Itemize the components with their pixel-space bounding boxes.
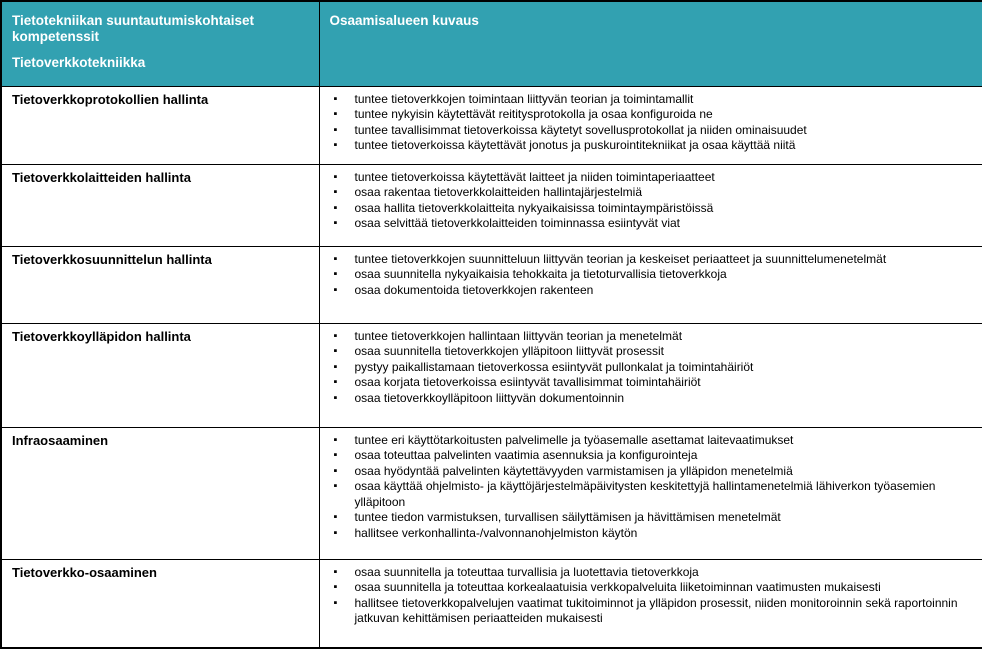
table-row	[1, 86, 982, 164]
bullet-item: ▪ osaa selvittää tietoverkkolaitteiden toiminnassa esiintyvät viat	[320, 216, 975, 232]
table-row	[1, 559, 982, 648]
competency-description-cell	[319, 164, 982, 246]
table-row	[1, 323, 982, 427]
competency-name-cell	[1, 559, 319, 648]
bullet-item: ▪ tuntee eri käyttötarkoitusten palvelimelle ja työasemalle asettamat laitevaatimukset	[320, 433, 975, 449]
bullet-item: ▪ osaa korjata tietoverkoissa esiintyvät tavallisimmat toimintahäiriöt	[320, 375, 975, 391]
bullet-list	[320, 329, 975, 407]
competency-name: Tietoverkkolaitteiden hallinta	[12, 169, 191, 185]
table-row	[1, 246, 982, 323]
bullet-item: ▪ osaa tietoverkkoylläpitoon liittyvän dokumentoinnin	[320, 391, 975, 407]
competency-description-cell	[319, 427, 982, 559]
header-description-label: Osaamisalueen kuvaus	[329, 13, 479, 28]
header-row	[1, 1, 982, 86]
competency-name: Tietoverkkosuunnittelun hallinta	[12, 251, 212, 267]
bullet-item: ▪ osaa hyödyntää palvelinten käytettävyyden varmistamisen ja ylläpidon menetelmiä	[320, 464, 975, 480]
competency-name-cell	[1, 427, 319, 559]
table-row	[1, 164, 982, 246]
competency-name-cell	[1, 86, 319, 164]
header-subtitle: Tietoverkkotekniikka	[12, 55, 146, 70]
bullet-item: ▪ tuntee tietoverkkojen suunnitteluun liittyvän teorian ja keskeiset periaatteet ja suunnittelumenetelmät	[320, 252, 975, 268]
competency-name: Tietoverkkoprotokollien hallinta	[12, 91, 209, 107]
competency-description-cell	[319, 559, 982, 648]
competency-description-cell	[319, 86, 982, 164]
bullet-list	[320, 92, 975, 154]
bullet-item: ▪ osaa rakentaa tietoverkkolaitteiden hallintajärjestelmiä	[320, 185, 975, 201]
bullet-item: ▪ tuntee tavallisimmat tietoverkoissa käytetyt sovellusprotokollat ja niiden ominaisuudet	[320, 123, 975, 139]
bullet-item: ▪ osaa hallita tietoverkkolaitteita nykyaikaisissa toimintaympäristöissä	[320, 201, 975, 217]
competency-name-cell	[1, 164, 319, 246]
competency-name: Infraosaaminen	[12, 432, 109, 448]
competency-name: Tietoverkko-osaaminen	[12, 564, 157, 580]
bullet-item: ▪ pystyy paikallistamaan tietoverkossa esiintyvät pullonkalat ja toimintahäiriöt	[320, 360, 975, 376]
competency-name: Tietoverkkoylläpidon hallinta	[12, 328, 191, 344]
header-title: Tietotekniikan suuntautumiskohtaiset kompetenssit	[12, 13, 255, 44]
bullet-list	[320, 252, 975, 299]
table-header-competencies	[1, 1, 319, 86]
table-row	[1, 427, 982, 559]
table-header-description	[319, 1, 982, 86]
bullet-item: ▪ tuntee tietoverkkojen hallintaan liittyvän teorian ja menetelmät	[320, 329, 975, 345]
competency-name-cell	[1, 323, 319, 427]
bullet-item: ▪ osaa suunnitella tietoverkkojen ylläpitoon liittyvät prosessit	[320, 344, 975, 360]
bullet-item: ▪ tuntee tietoverkoissa käytettävät laitteet ja niiden toimintaperiaatteet	[320, 170, 975, 186]
bullet-item: ▪ osaa dokumentoida tietoverkkojen rakenteen	[320, 283, 975, 299]
bullet-item: ▪ osaa suunnitella ja toteuttaa turvallisia ja luotettavia tietoverkkoja	[320, 565, 975, 581]
competency-description-cell	[319, 323, 982, 427]
bullet-list	[320, 170, 975, 232]
bullet-item: ▪ osaa käyttää ohjelmisto- ja käyttöjärjestelmäpäivitysten keskitettyjä hallintamenetelmiä lähiverkon työasemien ylläpitoon	[320, 479, 975, 510]
bullet-list	[320, 565, 975, 627]
bullet-item: ▪ osaa suunnitella nykyaikaisia tehokkaita ja tietoturvallisia tietoverkkoja	[320, 267, 975, 283]
bullet-item: ▪ hallitsee tietoverkkopalvelujen vaatimat tukitoiminnot ja ylläpidon prosessit, niiden monitoroinnin sekä raportoinnin jatkuvan kehittämisen periaatteiden mukaisesti	[320, 596, 975, 627]
bullet-list	[320, 433, 975, 542]
competency-description-cell	[319, 246, 982, 323]
bullet-item: ▪ tuntee tietoverkoissa käytettävät jonotus ja puskurointitekniikat ja osaa käyttää niitä	[320, 138, 975, 154]
bullet-item: ▪ hallitsee verkonhallinta-/valvonnanohjelmiston käytön	[320, 526, 975, 542]
competency-name-cell	[1, 246, 319, 323]
bullet-item: ▪ osaa suunnitella ja toteuttaa korkealaatuisia verkkopalveluita liiketoiminnan vaatimusten mukaisesti	[320, 580, 975, 596]
bullet-item: ▪ tuntee tietoverkkojen toimintaan liittyvän teorian ja toimintamallit	[320, 92, 975, 108]
bullet-item: ▪ tuntee tiedon varmistuksen, turvallisen säilyttämisen ja hävittämisen menetelmät	[320, 510, 975, 526]
bullet-item: ▪ osaa toteuttaa palvelinten vaatimia asennuksia ja konfigurointeja	[320, 448, 975, 464]
bullet-item: ▪ tuntee nykyisin käytettävät reititysprotokolla ja osaa konfiguroida ne	[320, 107, 975, 123]
